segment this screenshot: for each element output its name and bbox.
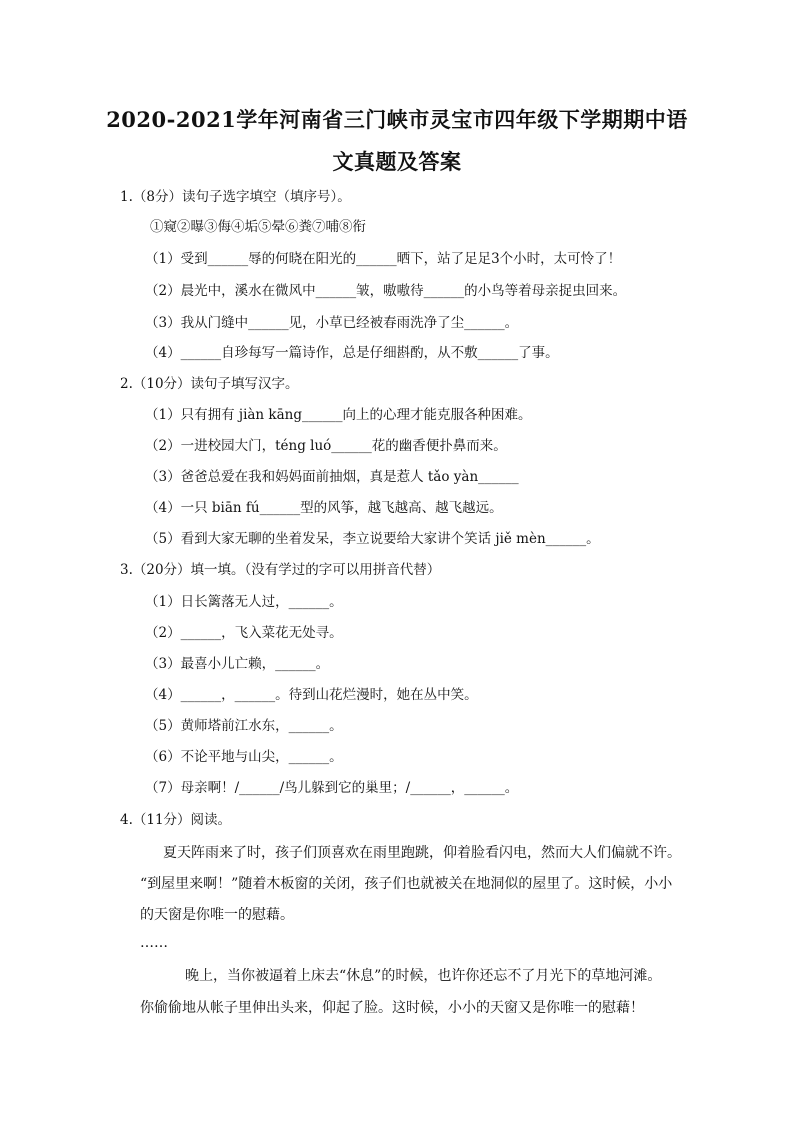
question-2-item: （4）一只 biān fú______型的风筝，越飞越高、越飞越远。 <box>145 500 503 516</box>
reading-ellipsis: …… <box>140 935 168 951</box>
question-3-item: （5）黄师塔前江水东，______。 <box>145 718 343 734</box>
page-title-continued: 文真题及答案 <box>332 149 462 174</box>
question-3-item: （3）最喜小儿亡赖，______。 <box>145 656 330 672</box>
question-2-heading: 2.（10分）读句子填写汉字。 <box>120 376 299 392</box>
reading-paragraph-line: 晚上，当你被逼着上床去“休息”的时候，也许你还忘不了月光下的草地河滩。 <box>185 968 662 984</box>
question-1-options: ①窥②曝③侮④垢⑤晕⑥粪⑦哺⑧衔 <box>150 219 366 235</box>
question-3-item: （1）日长篱落无人过，______。 <box>145 594 343 610</box>
question-3-heading: 3.（20分）填一填。（没有学过的字可以用拼音代替） <box>120 562 441 578</box>
question-2-item: （3）爸爸总爱在我和妈妈面前抽烟，真是惹人 tǎo yàn______ <box>145 469 519 485</box>
question-2-item: （2）一进校园大门，téng luó______花的幽香便扑鼻而来。 <box>145 438 507 454</box>
question-1-item: （2）晨光中，溪水在微风中______皱，嗷嗷待______的小鸟等着母亲捉虫回来。 <box>145 283 627 299</box>
question-3-item: （7）母亲啊！/______/鸟儿躲到它的巢里；/______，______。 <box>145 780 519 796</box>
question-1-item: （3）我从门缝中______见，小草已经被春雨洗净了尘______。 <box>145 315 519 331</box>
reading-paragraph-line: 的天窗是你唯一的慰藉。 <box>140 907 294 923</box>
reading-paragraph-line: 你偷偷地从帐子里伸出头来，仰起了脸。这时候，小小的天窗又是你唯一的慰藉！ <box>140 1000 644 1016</box>
question-2-item: （1）只有拥有 jiàn kāng______向上的心理才能克服各种困难。 <box>145 407 532 423</box>
reading-paragraph-line: “到屋里来啊！”随着木板窗的关闭，孩子们也就被关在地洞似的屋里了。这时候，小小 <box>140 876 673 892</box>
question-3-item: （2）______，飞入菜花无处寻。 <box>145 625 343 641</box>
question-1-item: （1）受到______辱的何晓在阳光的______晒下，站了足足3个小时，太可怜了！ <box>145 251 622 267</box>
question-3-item: （6）不论平地与山尖，______。 <box>145 749 343 765</box>
question-2-item: （5）看到大家无聊的坐着发呆，李立说要给大家讲个笑话 jiě mèn______。 <box>145 531 600 547</box>
question-1-heading: 1.（8分）读句子选字填空（填序号）。 <box>120 189 351 205</box>
question-1-item: （4）______自珍每写一篇诗作，总是仔细斟酌，从不敷______了事。 <box>145 345 559 361</box>
question-4-heading: 4.（11分）阅读。 <box>120 812 232 828</box>
question-3-item: （4）______，______。待到山花烂漫时，她在丛中笑。 <box>145 687 478 703</box>
reading-paragraph-line: 夏天阵雨来了时，孩子们顶喜欢在雨里跑跳，仰着脸看闪电，然而大人们偏就不许。 <box>163 845 681 861</box>
page-title: 2020-2021学年河南省三门峡市灵宝市四年级下学期期中语 <box>106 107 688 132</box>
